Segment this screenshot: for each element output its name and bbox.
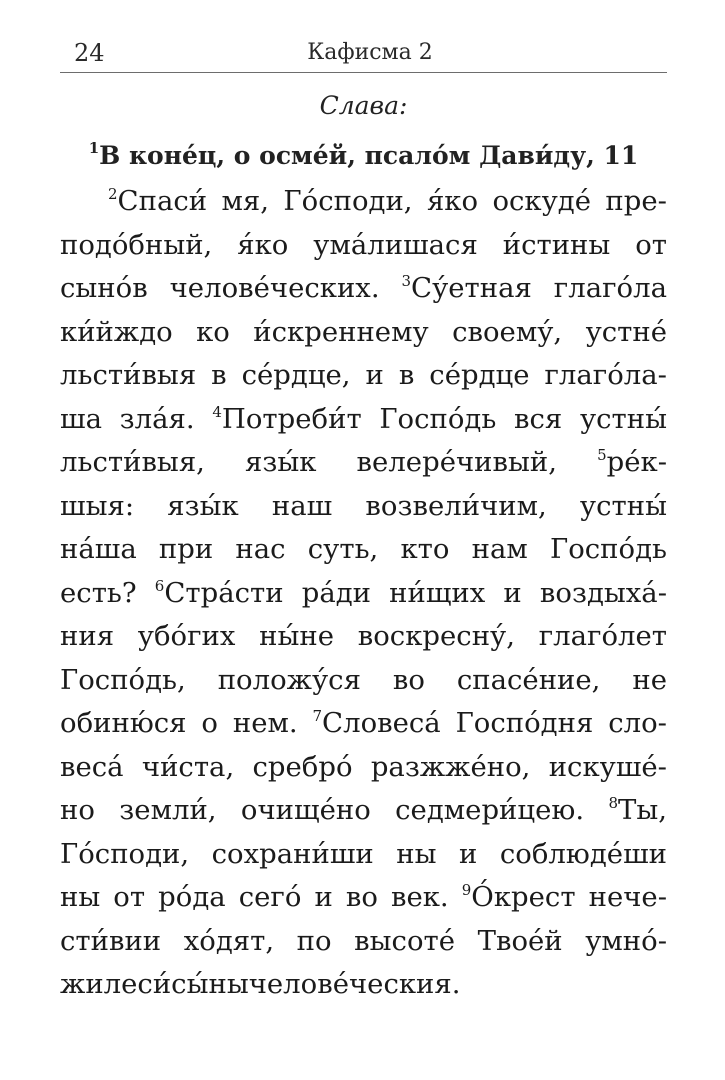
text-line: подобный, яко умалишася истины от <box>60 228 667 261</box>
text-line: жил еси сыны человеческия. <box>60 968 461 1000</box>
verse-number: 1 <box>88 139 100 157</box>
text-line: но земли, очищено седмерицею. $^8$Ты, <box>60 794 667 826</box>
text-line: Господь, положуся во спасение, не <box>60 663 667 696</box>
text-line: стивии ходят, по высоте Твоей умно- <box>60 924 667 957</box>
running-title: Кафисма 2 <box>307 40 433 65</box>
text-line: кийждо ко искреннему своему, устне <box>60 315 667 348</box>
psalm-title-text: В коне́ц, о осме́й, псало́м Дави́ду, 11 <box>99 141 639 170</box>
text-line: ша злая. $^4$Потребит Господь вся устны <box>60 402 667 435</box>
text-line: льстивыя в сердце, и в сердце глагола- <box>60 359 667 391</box>
text-line: ния убогих ныне воскресну, глаголет <box>60 620 667 652</box>
text-line: льстивыя, язык велеречивый, $^5$рек- <box>60 446 667 478</box>
text-line: шыя: язык наш возвеличим, устны <box>60 489 667 522</box>
psalm-body <box>60 180 667 1007</box>
section-heading: Слава: <box>319 91 408 120</box>
text-line: сынов человеческих. $^3$Суетная глагола <box>60 272 667 304</box>
text-line: Господи, сохраниши ны и соблюдеши <box>60 837 667 870</box>
text-line: есть? $^6$Страсти ради нищих и воздыха- <box>60 576 667 609</box>
text-line: наша при нас суть, кто нам Господь <box>60 533 667 565</box>
page-number: 24 <box>74 39 105 67</box>
page-header <box>60 38 667 73</box>
text-line: $^2$Спаси мя, Господи, яко оскуде пре- <box>108 185 667 217</box>
text-line: ны от рода сего и во век. $^9$Окрест нече- <box>60 881 667 913</box>
text-line: обинюся о нем. $^7$Словеса Господня сло- <box>60 707 667 739</box>
text-line: веса чиста, сребро разжжено, искуше- <box>60 750 667 783</box>
psalm-title <box>60 140 667 172</box>
